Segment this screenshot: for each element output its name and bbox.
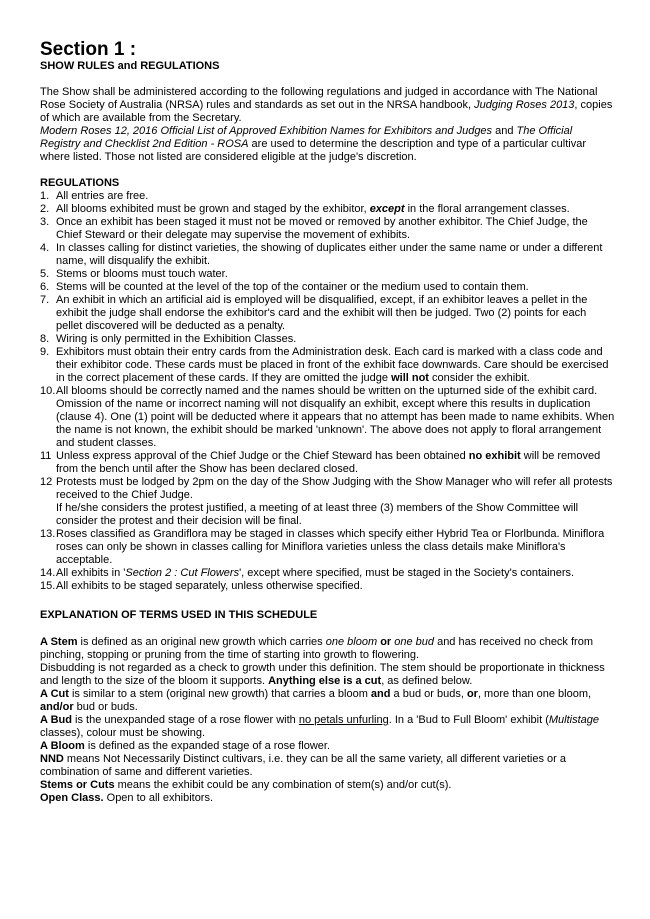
italic-text: one bloom [325,636,378,648]
regulation-text-part: Stems or blooms must touch water. [56,268,228,280]
reference-title: Modern Roses 12, 2016 Official List of Approved Exhibition Names for Exhibitors and Judges [40,125,493,137]
italic-text: one bud [394,636,435,648]
regulation-item [40,476,615,528]
reference-title: The Official Registry and Checklist 2nd Edition - ROSA [40,125,573,150]
regulation-text [56,190,615,203]
definition-disbudding [40,662,615,688]
regulation-number: 4. [40,242,50,254]
regulation-text-part: Stems will be counted at the level of the top of the container or the medium used to contain them. [56,281,529,293]
regulations-heading: REGULATIONS [40,177,120,189]
term-label: A Cut [40,688,69,700]
definition-text: means Not Necessarily Distinct cultivars, i.e. they can be all the same variety, all different varieties or a combination of same and different varieties. [40,753,566,778]
italic-text: Multistage [548,714,599,726]
regulation-text [56,203,615,216]
definition-cut [40,688,615,714]
section-reference: Section 2 : Cut Flowers [125,567,240,579]
section-title: Section 1 : [40,39,137,60]
regulation-text [56,450,615,476]
term-label: NND [40,753,64,765]
regulation-number: 5. [40,268,50,280]
regulation-number: 12 [40,476,53,488]
emphasis-text: except [369,203,405,215]
intro-text: are used to determine the description and type of a particular cultivar where listed. Those not listed are considered eligible at the judge's discretion. [40,138,587,163]
regulation-text [56,385,615,450]
regulation-item [40,216,615,242]
definition-open-class [40,792,615,805]
intro-text: and [492,125,517,137]
regulation-text [56,346,615,385]
regulation-text-part: Unless express approval of the Chief Judge or the Chief Steward has been obtained [56,450,469,462]
definition-stem [40,636,615,662]
intro-paragraph-2 [40,125,615,164]
definition-nnd [40,753,615,779]
definition-text: , as defined below. [381,675,473,687]
bold-text: will not [391,372,429,384]
underlined-text: no petals unfurling [298,714,389,726]
handbook-title: Judging Roses 2013 [474,99,575,111]
regulation-text-part: Roses classified as Grandiflora may be staged in classes which specify either Hybrid Tea or Florlbunda. Miniflora roses can only be shown in classes calling for Miniflora varieties unless the class details make Miniflora's acceptable. [56,528,605,566]
regulation-item [40,450,615,476]
regulation-text-part: An exhibit in which an artificial aid is employed will be disqualified, except, if an exhibitor leaves a pellet in the exhibit the judge shall endorse the exhibitor's card and the exhibit will then be judged. Two (2) points for each pellet discovered will be deducted as a penalty. [56,294,588,332]
regulation-text-part: If he/she considers the protest justified, a meeting of at least three (3) members of the Show Committee will consider the protest and their decision will be final. [56,502,579,527]
regulation-text [56,216,615,242]
intro-paragraph-1 [40,86,615,125]
definition-text: is the unexpanded stage of a rose flower with [71,714,299,726]
regulation-item [40,567,615,580]
regulation-item [40,294,615,333]
bold-text: or [380,636,392,648]
regulation-text-part: in the floral arrangement classes. [404,203,570,215]
regulation-number: 10. [40,385,56,397]
regulation-item [40,346,615,385]
regulation-text-part: consider the exhibit. [428,372,530,384]
regulation-text-part: will be removed from the bench until after the Show has been declared closed. [56,450,601,475]
regulation-text [56,294,615,333]
regulation-text-part: All blooms exhibited must be grown and staged by the exhibitor, [56,203,370,215]
regulation-number: 13. [40,528,56,540]
regulation-number: 15. [40,580,56,592]
definition-text: a bud or buds, [390,688,467,700]
definition-text: is defined as an original new growth which carries [77,636,326,648]
regulation-number: 2. [40,203,50,215]
bold-text: no exhibit [468,450,521,462]
intro-text: , copies of which are available from the Secretary. [40,99,613,124]
definition-text: . In a 'Bud to Full Bloom' exhibit ( [388,714,549,726]
bold-text: and/or [40,701,74,713]
regulation-number: 1. [40,190,50,202]
regulation-item [40,333,615,346]
bold-text: or [466,688,478,700]
definition-text: and has received no check from pinching, stopping or pruning from the time of starting into growth to flowering. [40,636,593,661]
definition-text: Open to all exhibitors. [103,792,214,804]
regulation-number: 3. [40,216,50,228]
regulation-number: 7. [40,294,50,306]
regulation-text-part: Once an exhibit has been staged it must not be moved or removed by another exhibitor. The Chief Judge, the Chief Steward or their delegate may supervise the movement of exhibits. [56,216,588,241]
definition-text: classes), colour must be showing. [40,727,206,739]
regulation-item [40,242,615,268]
regulation-item [40,268,615,281]
regulation-number: 8. [40,333,50,345]
regulation-item [40,528,615,567]
regulation-number: 14. [40,567,56,579]
regulation-text [56,567,615,580]
terms-heading: EXPLANATION OF TERMS USED IN THIS SCHEDULE [40,609,318,621]
term-label: A Stem [40,636,78,648]
regulation-number: 6. [40,281,50,293]
definition-bud [40,714,615,740]
section-subtitle: SHOW RULES and REGULATIONS [40,60,220,72]
definition-text: is defined as the expanded stage of a rose flower. [84,740,331,752]
definition-text: bud or buds. [73,701,138,713]
definition-text: Disbudding is not regarded as a check to growth under this definition. The stem should be proportionate in thickness and length to the size of the bloom it supports. [40,662,605,687]
regulation-text-part: All exhibits to be staged separately, unless otherwise specified. [56,580,363,592]
regulation-text [56,333,615,346]
regulation-item [40,281,615,294]
regulation-text-part: All exhibits in ' [56,567,126,579]
term-label: Stems or Cuts [40,779,115,791]
bold-text: and [370,688,391,700]
regulation-number: 11 [40,450,52,462]
regulation-text [56,580,615,593]
regulation-text [56,242,615,268]
regulation-text-part: In classes calling for distinct varieties, the showing of duplicates either under the same name or under a different name, will disqualify the exhibit. [56,242,603,267]
definition-text: means the exhibit could be any combination of stem(s) and/or cut(s). [114,779,452,791]
regulation-text-part: All blooms should be correctly named and the names should be written on the upturned side of the exhibit card. Omission of the name or incorrect naming will not disqualify an exhibit, except where this results in duplication (clause 4). One (1) point will be deducted where it appears that no attempt has been made to name exhibits. When the name is not known, the exhibit should be marked 'unknown'. The above does not apply to floral arrangement and student classes. [56,385,615,449]
definition-text: is similar to a stem (original new growth) that carries a bloom [68,688,371,700]
regulation-item [40,385,615,450]
regulation-text [56,268,615,281]
regulation-text-part: All entries are free. [56,190,149,202]
intro-text: The Show shall be administered according to the following regulations and judged in accordance with The National Rose Society of Australia (NRSA) rules and standards as set out in the NRSA handbook, [40,86,598,111]
regulation-text [56,528,615,567]
definition-stems-or-cuts [40,779,615,792]
regulations-list [40,190,615,593]
terms-definitions [40,636,615,805]
regulation-number: 9. [40,346,50,358]
regulation-text-part: Protests must be lodged by 2pm on the day of the Show Judging with the Show Manager who will refer all protests received to the Chief Judge. [56,476,613,501]
term-label: A Bloom [40,740,85,752]
regulation-text-part: Wiring is only permitted in the Exhibition Classes. [56,333,297,345]
bold-text: Anything else is a cut [268,675,382,687]
regulation-text [56,281,615,294]
regulation-text-part: Exhibitors must obtain their entry cards from the Administration desk. Each card is marked with a class code and their exhibitor code. These cards must be placed in front of the exhibit face downwards. Care should be exercised in the correct placement of these cards. If they are omitted the judge [56,346,609,384]
definition-bloom [40,740,615,753]
regulation-item [40,580,615,593]
regulation-item [40,190,615,203]
regulation-text-part: ', except where specified, must be staged in the Society's containers. [239,567,575,579]
term-label: A Bud [40,714,72,726]
term-label: Open Class. [40,792,104,804]
regulation-item [40,203,615,216]
regulation-text [56,476,615,528]
definition-text: , more than one bloom, [477,688,592,700]
